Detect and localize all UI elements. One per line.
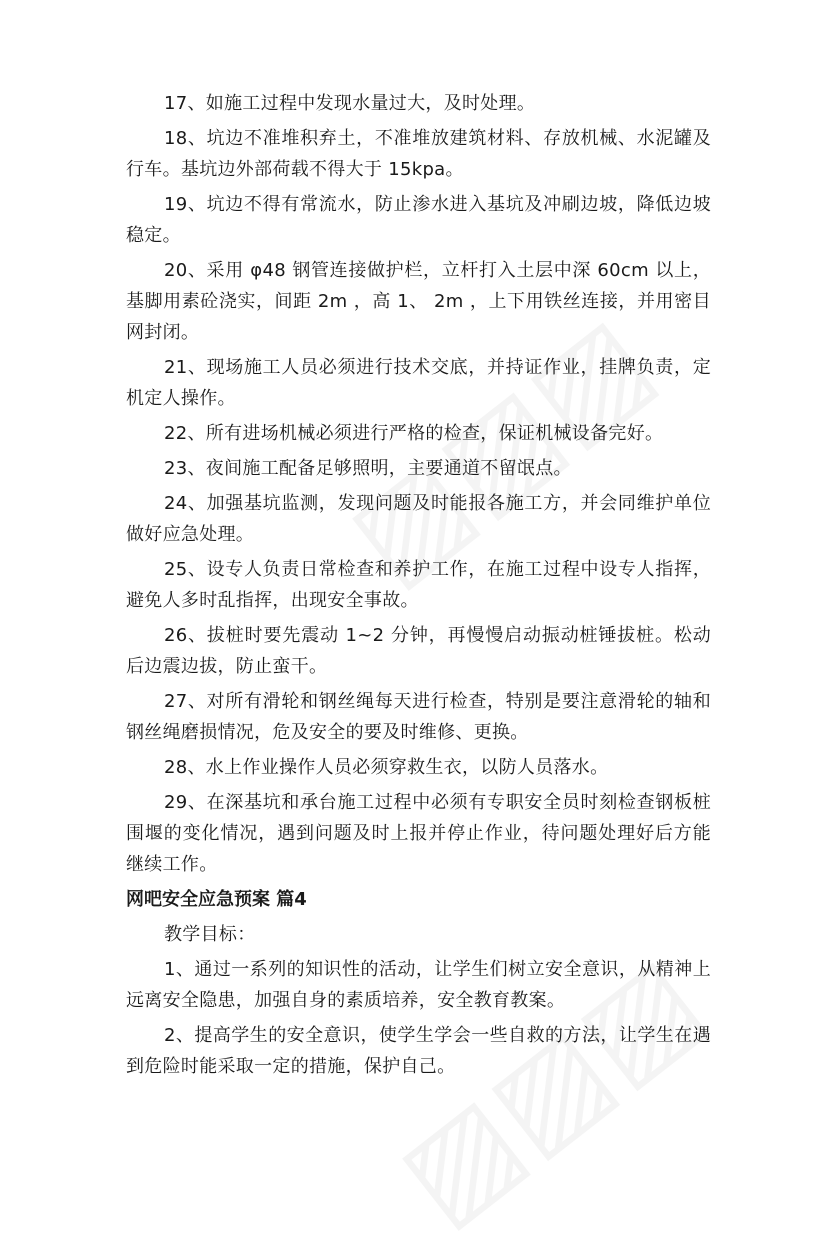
paragraph-25: 25、设专人负责日常检查和养护工作，在施工过程中设专人指挥，避免人多时乱指挥，出现安全事故。 bbox=[126, 559, 711, 611]
paragraph-23: 23、夜间施工配备足够照明，主要通道不留氓点。 bbox=[164, 458, 572, 479]
paragraph-20: 20、采用 φ48 钢管连接做护栏，立杆打入土层中深 60cm 以上，基脚用素砼浇实，间距 2m ，高 1、 2m ，上下用铁丝连接，并用密目网封闭。 bbox=[126, 260, 711, 343]
paragraph-17: 17、如施工过程中发现水量过大，及时处理。 bbox=[164, 93, 536, 114]
paragraph-19: 19、坑边不得有常流水，防止渗水进入基坑及冲刷边坡，降低边坡稳定。 bbox=[126, 194, 711, 246]
paragraph-24: 24、加强基坑监测，发现问题及时能报各施工方，并会同维护单位做好应急处理。 bbox=[126, 493, 711, 545]
paragraph-18: 18、坑边不准堆积弃土，不准堆放建筑材料、存放机械、水泥罐及行车。基坑边外部荷载不得大于 15kpa。 bbox=[126, 128, 711, 180]
paragraph-27: 27、对所有滑轮和钢丝绳每天进行检查，特别是要注意滑轮的轴和钢丝绳磨损情况，危及安全的要及时维修、更换。 bbox=[126, 691, 711, 743]
paragraph-29: 29、在深基坑和承台施工过程中必须有专职安全员时刻检查钢板桩围堰的变化情况，遇到问题及时上报并停止作业，待问题处理好后方能继续工作。 bbox=[126, 792, 711, 875]
section-heading: 网吧安全应急预案 篇4 bbox=[126, 889, 307, 910]
paragraph-21: 21、现场施工人员必须进行技术交底，并持证作业，挂牌负责，定机定人操作。 bbox=[126, 357, 711, 409]
goal-item-1: 1、通过一系列的知识性的活动，让学生们树立安全意识，从精神上远离安全隐患，加强自身的素质培养，安全教育教案。 bbox=[126, 959, 711, 1011]
paragraph-26: 26、拔桩时要先震动 1~2 分钟，再慢慢启动振动桩锤拔桩。松动后边震边拔，防止蛮干。 bbox=[126, 625, 711, 677]
paragraph-28: 28、水上作业操作人员必须穿救生衣，以防人员落水。 bbox=[164, 757, 609, 778]
teaching-goals-label: 教学目标： bbox=[164, 924, 256, 945]
document-body bbox=[126, 88, 711, 1086]
goal-item-2: 2、提高学生的安全意识，使学生学会一些自救的方法，让学生在遇到危险时能采取一定的措施，保护自己。 bbox=[126, 1025, 711, 1077]
paragraph-22: 22、所有进场机械必须进行严格的检查，保证机械设备完好。 bbox=[164, 423, 664, 444]
